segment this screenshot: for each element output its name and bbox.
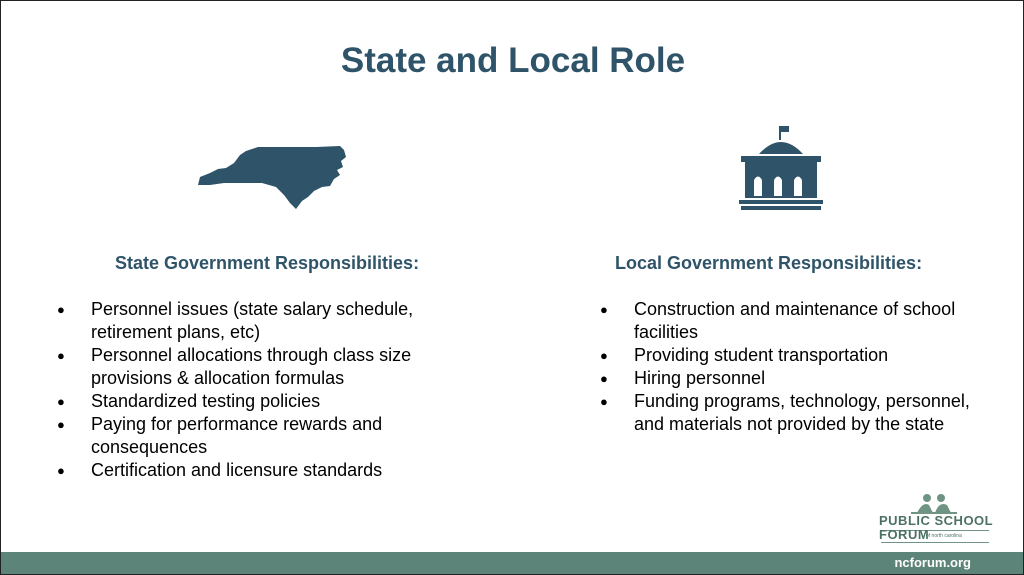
list-item: ● Construction and maintenance of school facilities bbox=[600, 298, 1000, 344]
government-building-icon bbox=[737, 124, 825, 212]
north-carolina-map-icon bbox=[196, 143, 351, 211]
slide-title: State and Local Role bbox=[340, 41, 686, 80]
state-responsibilities-list bbox=[57, 298, 477, 482]
list-item: ● Hiring personnel bbox=[600, 367, 1000, 390]
logo-text-line2: FORUM bbox=[879, 527, 930, 542]
list-item: ● Paying for performance rewards and consequences bbox=[57, 413, 477, 459]
logo-text-line1: PUBLIC SCHOOL bbox=[879, 513, 994, 528]
local-responsibilities-heading: Local Government Responsibilities: bbox=[615, 253, 923, 273]
list-item: ● Funding programs, technology, personnel, and materials not provided by the state bbox=[600, 390, 1000, 436]
list-item: ● Personnel allocations through class size provisions & allocation formulas bbox=[57, 344, 477, 390]
state-responsibilities-heading: State Government Responsibilities: bbox=[115, 253, 420, 273]
footer-bar bbox=[1, 552, 1023, 574]
list-item: ● Providing student transportation bbox=[600, 344, 1000, 367]
list-item: ● Certification and licensure standards bbox=[57, 459, 477, 482]
footer-url-link[interactable]: ncforum.org bbox=[894, 555, 971, 570]
list-item: ● Personnel issues (state salary schedule, retirement plans, etc) bbox=[57, 298, 477, 344]
logo-subtitle: of north carolina bbox=[926, 533, 962, 539]
list-item: ● Standardized testing policies bbox=[57, 390, 477, 413]
local-responsibilities-list bbox=[600, 298, 1000, 436]
